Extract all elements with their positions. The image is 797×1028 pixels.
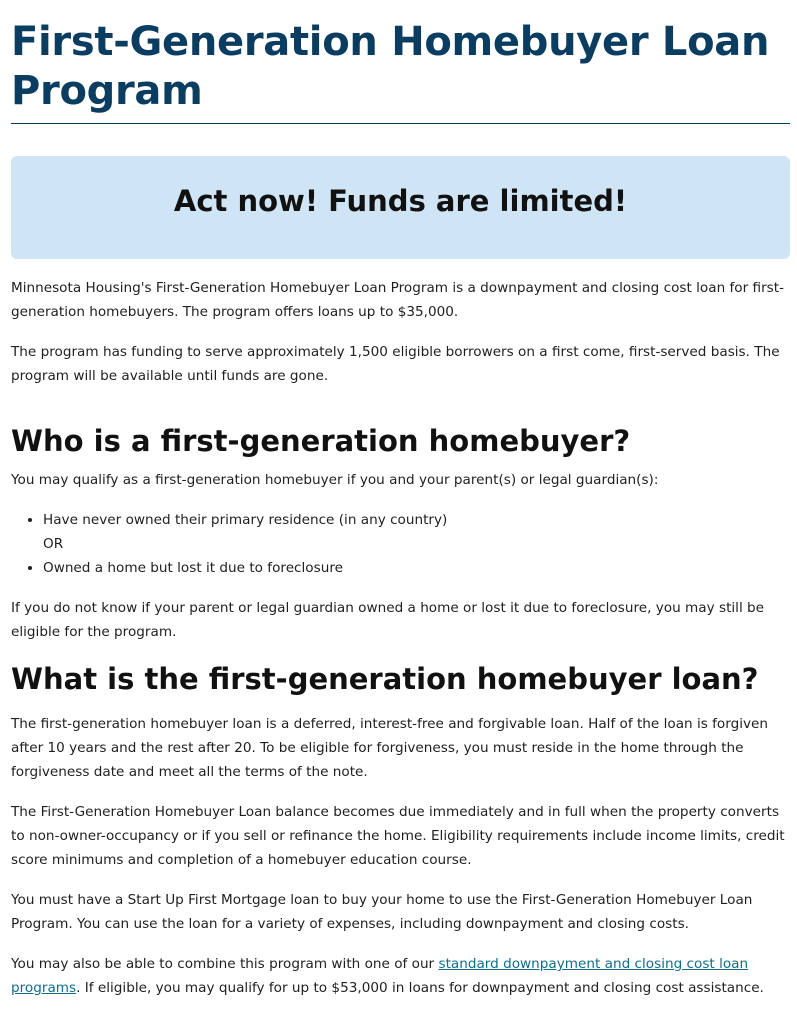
intro-paragraph-2: The program has funding to serve approximately 1,500 eligible borrowers on a first come, first-served basis. The program will be available until funds are gone.	[11, 344, 780, 384]
loan-paragraph-3: You must have a Start Up First Mortgage loan to buy your home to use the First-Generation Homebuyer Loan Program. You can use the loan for a variety of expenses, including downpayment and closing costs.	[11, 892, 753, 932]
standard-loan-programs-link[interactable]: standard downpayment and closing cost loan programs	[11, 956, 749, 996]
loan-paragraph-1: The first-generation homebuyer loan is a deferred, interest-free and forgivable loan. Half of the loan is forgiven after 10 years and the rest after 20. To be eligible for forgiveness, you must reside in the home through the forgiveness date and meet all the terms of the note.	[11, 716, 769, 780]
or-separator: OR	[43, 536, 64, 552]
list-item	[43, 508, 789, 556]
list-item	[43, 556, 789, 580]
qualification-list	[11, 508, 789, 580]
loan-paragraph-4-start: You may also be able to combine this program with one of our	[11, 956, 439, 972]
loan-paragraph-4	[11, 952, 789, 1000]
criteria-never-owned: Have never owned their primary residence (in any country)	[43, 512, 448, 528]
callout-text: Act now! Funds are limited!	[173, 183, 628, 218]
funds-limited-callout	[11, 156, 790, 259]
criteria-foreclosure: Owned a home but lost it due to foreclosure	[43, 560, 343, 576]
what-heading: What is the first-generation homebuyer loan?	[11, 662, 759, 696]
eligibility-note: If you do not know if your parent or legal guardian owned a home or lost it due to foreclosure, you may still be eligible for the program.	[11, 600, 765, 640]
loan-paragraph-4-end: . If eligible, you may qualify for up to $53,000 in loans for downpayment and closing cost assistance.	[76, 980, 764, 996]
title-divider	[11, 123, 790, 124]
intro-paragraph-1: Minnesota Housing's First-Generation Homebuyer Loan Program is a downpayment and closing cost loan for first-generation homebuyers. The program offers loans up to $35,000.	[11, 280, 784, 320]
loan-paragraph-2: The First-Generation Homebuyer Loan balance becomes due immediately and in full when the property converts to non-owner-occupancy or if you sell or refinance the home. Eligibility requirements include income limits, credit score minimums and completion of a homebuyer education course.	[11, 804, 785, 868]
qualify-lead: You may qualify as a first-generation homebuyer if you and your parent(s) or legal guardian(s):	[11, 472, 659, 488]
page-title: First-Generation Homebuyer Loan Program	[11, 19, 770, 114]
who-heading: Who is a first-generation homebuyer?	[11, 424, 631, 458]
